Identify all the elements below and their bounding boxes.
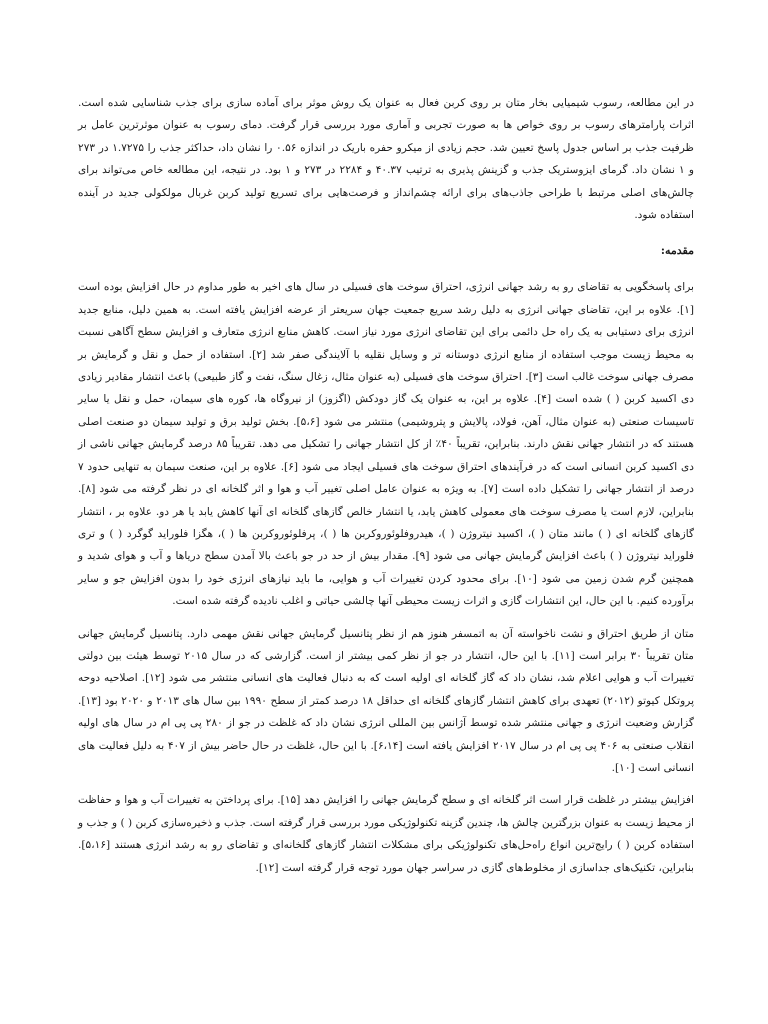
document-page [78, 92, 694, 879]
intro-paragraph-3: افزایش بیشتر در غلظت قرار است اثر گلخانه ای و سطح گرمایش جهانی را افزایش دهد [۱۵]. برای پرداختن به تغییرات آب و هوا و حفاظت از محیط زیست به عنوان بزرگترین چالش ها، چندین گزینه تکنولوژیکی مورد بررسی قرار گرفته است. جذب و ذخیره‌سازی کربن ( ) و جذب و استفاده کربن ( ) رایج‌ترین انواع راه‌حل‌های تکنولوژیکی برای مشکلات انتشار گازهای گلخانه‌ای و تقاضای رو به رشد انرژی هستند [۵،۱۶]. بنابراین، تکنیک‌های جداسازی از مخلوط‌های گازی در سراسر جهان مورد توجه قرار گرفته است [۱۲]. [78, 794, 694, 874]
intro-paragraph-1: برای پاسخگویی به تقاضای رو به رشد جهانی انرژی، احتراق سوخت های فسیلی در سال های اخیر به طور مداوم در حال افزایش بوده است [۱]. علاوه بر این، تقاضای جهانی انرژی به دلیل رشد سریع جمعیت جهان سریعتر از عرضه افزایش یافته است. به همین دلیل، منابع جدید انرژی برای دستیابی به یک راه حل دائمی برای این تقاضای انرژی مورد نیاز است. کاهش منابع انرژی متعارف و افزایش سطح آگاهی نسبت به محیط زیست موجب استفاده از منابع انرژی دوستانه تر و وسایل نقلیه با آلایندگی صفر شد [۲]. استفاده از حمل و نقل و گرمایش بر مصرف جهانی سوخت غالب است [۳]. احتراق سوخت های فسیلی (به عنوان مثال، زغال سنگ، نفت و گاز طبیعی) باعث انتشار مقادیر زیادی دی اکسید کربن ( ) شده است [۴]. علاوه بر این، به عنوان یک گاز دودکش (اگزوز) از نیروگاه ها، کوره های سیمان، حمل و نقل یا سایر تاسیسات صنعتی (به عنوان مثال، آهن، فولاد، پالایش و پتروشیمی) منتشر می شود [۵،۶]. بخش تولید برق و تولید سیمان دو صنعت اصلی هستند که در انتشار جهانی نقش دارند. بنابراین، تقریباً ۴۰٪ از کل انتشار جهانی را تشکیل می دهد. تقریباً ۸۵ درصد گرمایش جهانی ناشی از دی اکسید کربن انسانی است که در فرآیندهای احتراق سوخت های فسیلی ایجاد می شود [۶]. علاوه بر این، صنعت سیمان به تنهایی حدود ۷ درصد از انتشار جهانی را تشکیل داده است [۷]. به ویژه به عنوان عامل اصلی تغییر آب و هوا و اثر گلخانه ای در نظر گرفته می شود [۸]. بنابراین، لازم است یا مصرف سوخت های معمولی کاهش یابد، یا انتشار خالص گازهای گلخانه ای آنها کاهش یابد یا هر دو. علاوه بر ، انتشار گازهای گلخانه ای ( ) مانند متان ( )، اکسید نیتروژن ( )، هیدروفلوئوروکربن ها ( )، پرفلوئوروکربن ها ( )، هگزا فلوراید گوگرد ( ) و تری فلوراید نیتروژن ( ) باعث افزایش گرمایش جهانی می شود [۹]. مقدار بیش از حد در جو باعث بالا آمدن سطح دریاها و آب و هوای شدید و همچنین گرم شدن زمین می شود [۱۰]. برای محدود کردن تغییرات آب و هوایی، ما باید نیازهای انرژی خود را بدون افزایش جو و سایر برآورده کنیم. با این حال، این انتشارات گازی و اثرات زیست محیطی آنها چالشی حیاتی و اغلب نادیده گرفته شده است. [78, 281, 695, 608]
abstract-paragraph: در این مطالعه، رسوب شیمیایی بخار متان بر روی کربن فعال به عنوان یک روش موثر برای آماده سازی برای جذب شناسایی شده است. اثرات پارامترهای رسوب بر روی خواص ها به صورت تجربی و آماری مورد بررسی قرار گرفت. دمای رسوب به عنوان موثرترین عامل بر ظرفیت جذب بر اساس جدول پاسخ تعیین شد. حجم زیادی از میکرو حفره باریک در اندازه ۰.۵۶ را نشان داد، حداکثر جذب را ۱.۷۲۷۵ در ۲۷۳ و ۱ نشان داد. گرمای ایزوستریک جذب و گزینش پذیری به ترتیب ۴۰.۳۷ و ۲۲۸۴ در ۲۷۳ و ۱ بود. در نتیجه، این مطالعه خاص می‌تواند برای چالش‌های اصلی مرتبط با طراحی جاذب‌های برای ارائه چشم‌انداز و فرصت‌هایی برای تسریع تولید کربن غربال مولکولی جدید در آینده استفاده شود. [78, 97, 694, 222]
introduction-heading: مقدمه: [660, 244, 694, 258]
intro-paragraph-2: متان از طریق احتراق و نشت ناخواسته آن به اتمسفر هنوز هم از نظر پتانسیل گرمایش جهانی نقش مهمی دارد. پتانسیل گرمایش جهانی متان تقریباً ۳۰ برابر است [۱۱]. با این حال، انتشار در جو از نظر کمی بیشتر از است. گزارشی که در سال ۲۰۱۵ توسط هیئت بین دولتی تغییرات آب و هوایی اعلام شد، نشان داد که گاز گلخانه ای اولیه است که به دنبال فعالیت های انسانی منتشر می شود [۱۲]. اصلاحیه دوحه پروتکل کیوتو (۲۰۱۲) تعهدی برای کاهش انتشار گازهای گلخانه ای حداقل ۱۸ درصد کمتر از سطح ۱۹۹۰ بین سال های ۲۰۱۳ و ۲۰۲۰ بود [۱۳]. گزارش وضعیت انرژی و جهانی منتشر شده توسط آژانس بین المللی انرژی نشان داد که غلظت در جو از ۲۸۰ پی پی ام در سال های اولیه انقلاب صنعتی به ۴۰۶ پی پی ام در سال ۲۰۱۷ افزایش یافته است [۶،۱۴]. با این حال، غلظت در حال حاضر بیش از ۴۰۷ به دلیل فعالیت های انسانی است [۱۰]. [78, 627, 695, 774]
